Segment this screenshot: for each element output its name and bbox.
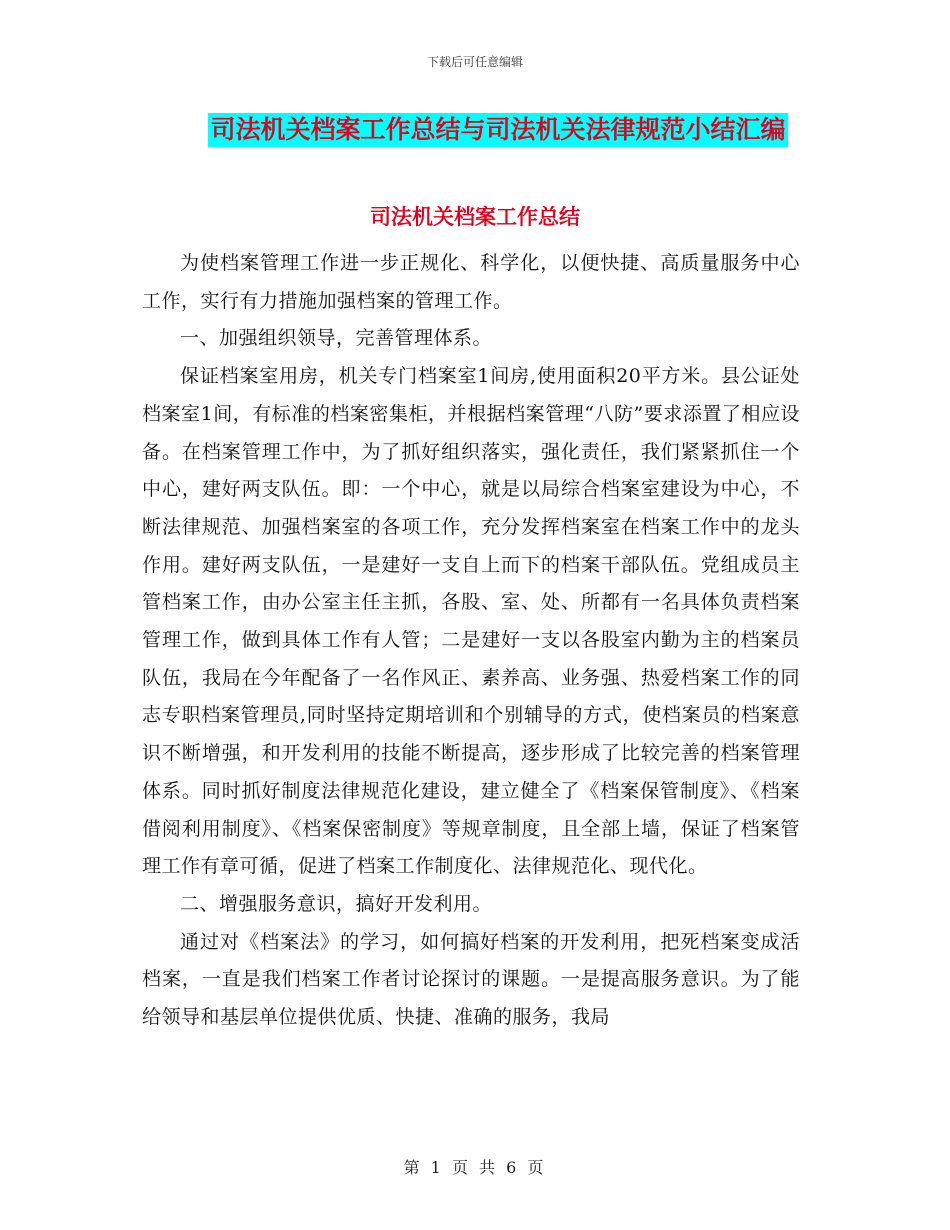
main-title: 司法机关档案工作总结与司法机关法律规范小结汇编 <box>208 113 787 147</box>
document-body <box>142 245 800 1037</box>
main-title-container <box>0 113 950 147</box>
section-title: 司法机关档案工作总结 <box>370 205 580 229</box>
page-header-note: 下载后可任意编辑 <box>426 55 523 69</box>
paragraph-body-1: 保证档案室用房，机关专门档案室1间房,使用面积20平方米。县公证处档案室1间，有标准的档案密集柜，并根据档案管理“八防”要求添置了相应设备。在档案管理工作中，为了抓好组织落实，强化责任，我们紧紧抓住一个中心，建好两支队伍。即：一个中心，就是以局综合档案室建设为中心，不断法律规范、加强档案室的各项工作，充分发挥档案室在档案工作中的龙头作用。建好两支队伍，一是建好一支自上而下的档案干部队伍。党组成员主管档案工作，由办公室主任主抓，各股、室、处、所都有一名具体负责档案管理工作，做到具体工作有人管；二是建好一支以各股室内勤为主的档案员队伍，我局在今年配备了一名作风正、素养高、业务强、热爱档案工作的同志专职档案管理员,同时坚持定期培训和个别辅导的方式，使档案员的档案意识不断增强，和开发利用的技能不断提高，逐步形成了比较完善的档案管理体系。同时抓好制度法律规范化建设，建立健全了《档案保管制度》、《档案借阅利用制度》、《档案保密制度》等规章制度，且全部上墙，保证了档案管理工作有章可循，促进了档案工作制度化、法律规范化、现代化。 <box>142 365 800 878</box>
paragraph-body-2: 通过对《档案法》的学习，如何搞好档案的开发利用，把死档案变成活档案，一直是我们档案工作者讨论探讨的课题。一是提高服务意识。为了能给领导和基层单位提供优质、快捷、准确的服务，我局 <box>142 930 800 1029</box>
paragraph-heading-1: 一、加强组织领导，完善管理体系。 <box>180 327 493 350</box>
paragraph-heading-2: 二、增强服务意识，搞好开发利用。 <box>180 892 493 915</box>
paragraph-intro: 为使档案管理工作进一步正规化、科学化，以便快捷、高质量服务中心工作，实行有力措施加强档案的管理工作。 <box>142 252 800 312</box>
page-number: 第 1 页 共 6 页 <box>403 1158 547 1177</box>
